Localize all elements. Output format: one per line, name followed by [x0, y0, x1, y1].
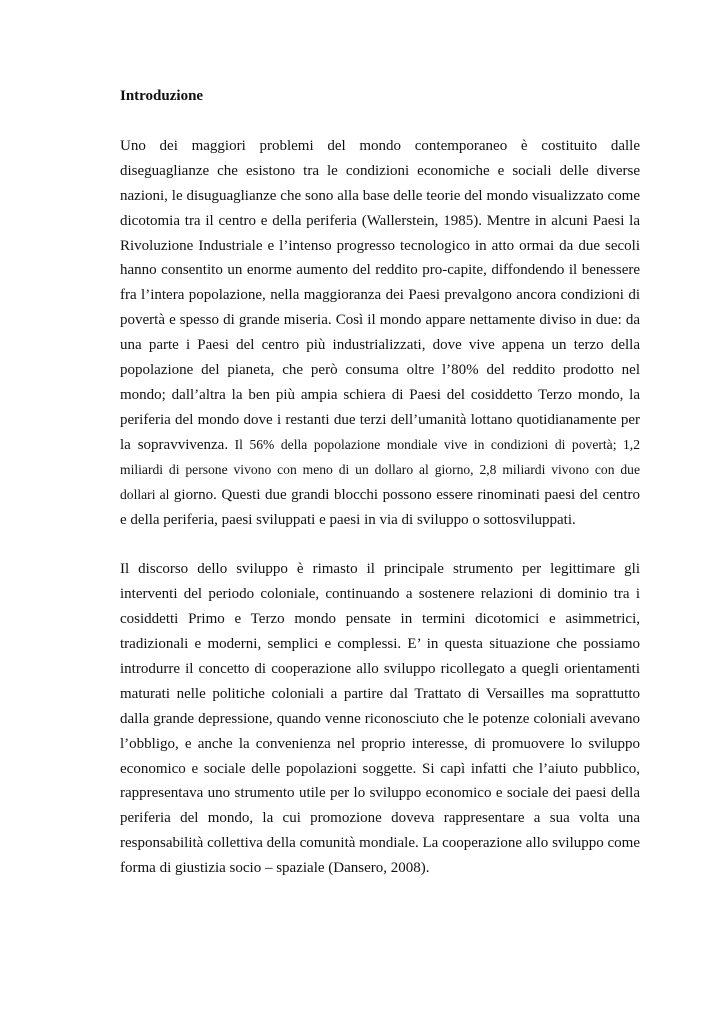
document-body: [120, 84, 640, 906]
paragraph-2: Il discorso dello sviluppo è rimasto il principale strumento per legittimare gli interventi del periodo coloniale, continuando a sostenere relazioni di dominio tra i cosiddetti Primo e Terzo mondo pensate in termini dicotomici e asimmetrici, tradizionali e moderni, semplici e complessi. E’ in questa situazione che possiamo introdurre il concetto di cooperazione allo sviluppo ricollegato a quegli orientamenti maturati nelle politiche coloniali a partire dal Trattato di Versailles ma soprattutto dalla grande depressione, quando venne riconosciuto che le potenze coloniali avevano l’obbligo, e anche la convenienza nel proprio interesse, di promuovere lo sviluppo economico e sociale delle popolazioni soggette. Si capì infatti che l’aiuto pubblico, rappresentava uno strumento utile per lo sviluppo economico e sociale dei paesi della periferia del mondo, la cui promozione doveva rappresentare a sua volta una responsabilità collettiva della comunità mondiale. La cooperazione allo sviluppo come forma di giustizia socio – spaziale (Dansero, 2008).: [120, 561, 640, 877]
section-heading: Introduzione: [120, 88, 204, 104]
paragraph-1-conclusion: giorno. Questi due grandi blocchi possono essere rinominati paesi del centro e della periferia, paesi sviluppati e paesi in via di sviluppo o sottosviluppati.: [120, 486, 640, 528]
paragraph-1-text: Uno dei maggiori problemi del mondo contemporaneo è costituito dalle diseguaglianze che esistono tra le condizioni economiche e sociali delle diverse nazioni, le disuguaglianze che sono alla base delle teorie del mondo visualizzato come dicotomia tra il centro e della periferia (Wallerstein, 1985). Mentre in alcuni Paesi la Rivoluzione Industriale e l’intenso progresso tecnologico in atto ormai da due secoli hanno consentito un enorme aumento del reddito pro-capite, diffondendo il benessere fra l’intera popolazione, nella maggioranza dei Paesi prevalgono ancora condizioni di povertà e spesso di grande miseria. Così il mondo appare nettamente diviso in due: da una parte i Paesi del centro più industrializzati, dove vive appena un terzo della popolazione del pianeta, che però consuma oltre l’80% del reddito prodotto nel mondo; dall’altra la ben più ampia schiera di Paesi del cosiddetto Terzo mondo, la periferia del mondo dove i restanti due terzi dell’umanità lottano quotidianamente per la sopravvivenza.: [120, 137, 640, 453]
paragraph-1: [120, 134, 640, 533]
paragraph-1-statistics: Il 56% della popolazione mondiale vive in condizioni di povertà; 1,2 miliardi di persone vivono con meno di un dollaro al giorno, 2,8 miliardi vivono con due dollari al: [120, 436, 640, 502]
